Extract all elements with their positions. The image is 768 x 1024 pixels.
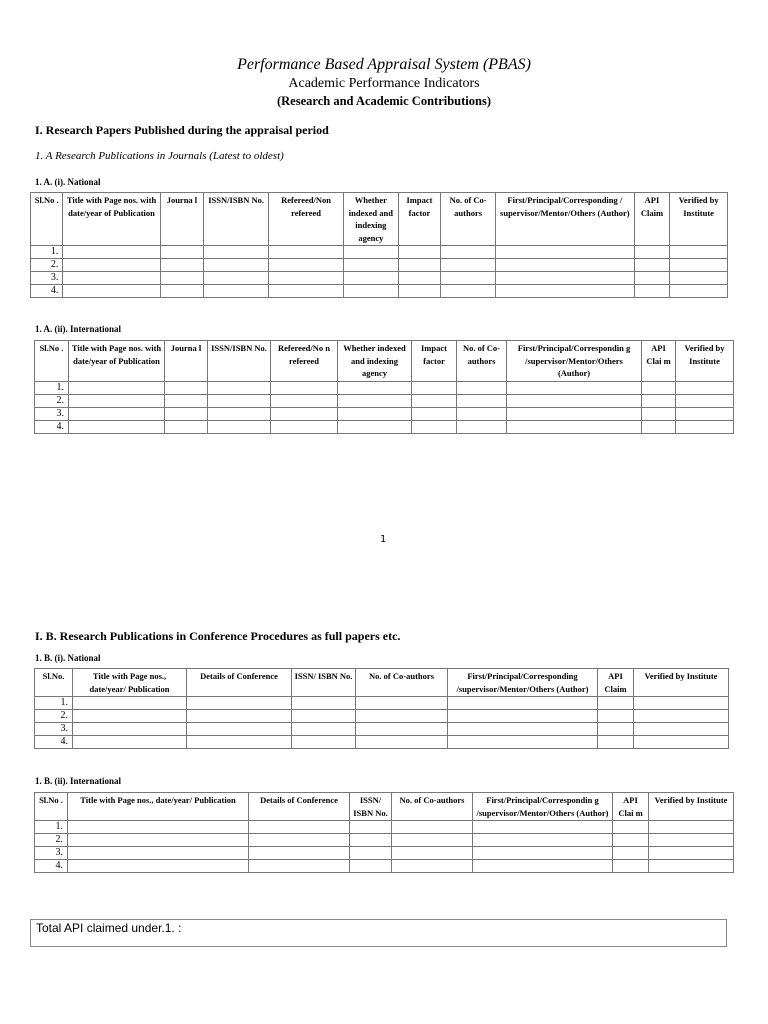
table-cell[interactable] bbox=[642, 381, 676, 394]
table-row bbox=[31, 246, 728, 259]
table-cell[interactable] bbox=[649, 821, 734, 834]
table-cell[interactable] bbox=[269, 246, 344, 259]
table-cell[interactable] bbox=[249, 847, 350, 860]
table-cell[interactable] bbox=[269, 259, 344, 272]
table-cell[interactable] bbox=[613, 821, 649, 834]
column-header: No. of Co-authors bbox=[356, 669, 448, 697]
table-cell[interactable] bbox=[292, 710, 356, 723]
column-header: Sl.No. bbox=[35, 669, 73, 697]
table-cell[interactable] bbox=[473, 860, 613, 873]
column-header: Details of Conference bbox=[187, 669, 292, 697]
table-cell[interactable] bbox=[344, 259, 399, 272]
row-number: 3. bbox=[35, 723, 73, 736]
page-number: 1 bbox=[380, 534, 387, 545]
table-cell[interactable] bbox=[356, 723, 448, 736]
table-cell[interactable] bbox=[344, 285, 399, 298]
table-cell[interactable] bbox=[676, 394, 734, 407]
table-cell[interactable] bbox=[495, 259, 634, 272]
table-cell[interactable] bbox=[356, 697, 448, 710]
table-cell[interactable] bbox=[676, 420, 734, 433]
table-cell[interactable] bbox=[338, 381, 412, 394]
table-row bbox=[35, 847, 734, 860]
table-cell[interactable] bbox=[495, 246, 634, 259]
table-row bbox=[35, 736, 729, 749]
table-cell[interactable] bbox=[457, 394, 507, 407]
table-cell[interactable] bbox=[507, 394, 642, 407]
table-cell[interactable] bbox=[507, 407, 642, 420]
column-header: First/Principal/Corresponding /supervisor/Mentor/Others (Author) bbox=[448, 669, 598, 697]
column-header: Refereed/No n refereed bbox=[271, 341, 338, 382]
table-cell[interactable] bbox=[457, 407, 507, 420]
table-cell[interactable] bbox=[412, 420, 457, 433]
table-cell[interactable] bbox=[292, 697, 356, 710]
table-cell[interactable] bbox=[441, 272, 496, 285]
table-cell[interactable] bbox=[160, 272, 204, 285]
table-cell[interactable] bbox=[63, 285, 160, 298]
row-number: 2. bbox=[31, 259, 63, 272]
table-cell[interactable] bbox=[507, 381, 642, 394]
table-cell[interactable] bbox=[69, 420, 165, 433]
column-header: Sl.No . bbox=[35, 793, 68, 821]
table-cell[interactable] bbox=[338, 420, 412, 433]
column-header: Verified by Institute bbox=[676, 341, 734, 382]
table-international-journals bbox=[34, 340, 734, 434]
table-row bbox=[35, 860, 734, 873]
table-cell[interactable] bbox=[344, 272, 399, 285]
table-cell[interactable] bbox=[249, 834, 350, 847]
table-national-conferences bbox=[34, 668, 729, 749]
table-cell[interactable] bbox=[676, 381, 734, 394]
column-header: No. of Co-authors bbox=[457, 341, 507, 382]
column-header: Title with Page nos. with date/year of Publication bbox=[69, 341, 165, 382]
table-cell[interactable] bbox=[68, 834, 249, 847]
total-api-label: Total API claimed under.1. : bbox=[36, 921, 182, 935]
table-cell[interactable] bbox=[73, 710, 187, 723]
table-cell[interactable] bbox=[344, 246, 399, 259]
table-cell[interactable] bbox=[457, 420, 507, 433]
column-header: Verified by Institute bbox=[649, 793, 734, 821]
table-cell[interactable] bbox=[613, 860, 649, 873]
row-number: 1. bbox=[35, 821, 68, 834]
column-header: Title with Page nos., date/year/ Publication bbox=[73, 669, 187, 697]
table-cell[interactable] bbox=[208, 381, 271, 394]
table-row bbox=[35, 407, 734, 420]
table-cell[interactable] bbox=[642, 420, 676, 433]
table-row bbox=[35, 821, 734, 834]
table-header-row bbox=[31, 193, 728, 246]
table-cell[interactable] bbox=[598, 697, 634, 710]
table-cell[interactable] bbox=[634, 723, 729, 736]
column-header: Details of Conference bbox=[249, 793, 350, 821]
table-cell[interactable] bbox=[495, 285, 634, 298]
column-header: No. of Co-authors bbox=[392, 793, 473, 821]
table-cell[interactable] bbox=[598, 710, 634, 723]
column-header: API Clai m bbox=[642, 341, 676, 382]
table-cell[interactable] bbox=[412, 407, 457, 420]
column-header: Title with Page nos., date/year/ Publication bbox=[68, 793, 249, 821]
table-cell[interactable] bbox=[634, 272, 669, 285]
table-cell[interactable] bbox=[63, 272, 160, 285]
table-row bbox=[35, 723, 729, 736]
table-cell[interactable] bbox=[398, 246, 441, 259]
page-title: Performance Based Appraisal System (PBAS) bbox=[237, 56, 531, 73]
table-cell[interactable] bbox=[634, 697, 729, 710]
table-cell[interactable] bbox=[392, 834, 473, 847]
table-row bbox=[35, 394, 734, 407]
table-cell[interactable] bbox=[507, 420, 642, 433]
table-cell[interactable] bbox=[392, 847, 473, 860]
table-cell[interactable] bbox=[68, 821, 249, 834]
column-header: Journa l bbox=[165, 341, 208, 382]
table-cell[interactable] bbox=[187, 697, 292, 710]
table-cell[interactable] bbox=[187, 736, 292, 749]
column-header: Whether indexed and indexing agency bbox=[338, 341, 412, 382]
page-subtitle-2: (Research and Academic Contributions) bbox=[276, 94, 491, 108]
table-cell[interactable] bbox=[204, 272, 269, 285]
table-cell[interactable] bbox=[165, 407, 208, 420]
row-number: 2. bbox=[35, 710, 73, 723]
table-cell[interactable] bbox=[271, 407, 338, 420]
row-number: 1. bbox=[35, 697, 73, 710]
table-cell[interactable] bbox=[204, 285, 269, 298]
table-cell[interactable] bbox=[495, 272, 634, 285]
table-cell[interactable] bbox=[448, 697, 598, 710]
column-header: API Clai m bbox=[613, 793, 649, 821]
table-cell[interactable] bbox=[63, 246, 160, 259]
table-cell[interactable] bbox=[356, 710, 448, 723]
row-number: 4. bbox=[35, 860, 68, 873]
table-cell[interactable] bbox=[398, 259, 441, 272]
table-cell[interactable] bbox=[187, 710, 292, 723]
row-number: 4. bbox=[31, 285, 63, 298]
column-header: Impact factor bbox=[398, 193, 441, 246]
table-cell[interactable] bbox=[69, 381, 165, 394]
table-cell[interactable] bbox=[165, 381, 208, 394]
column-header: No. of Co-authors bbox=[441, 193, 496, 246]
table-cell[interactable] bbox=[269, 285, 344, 298]
table-row bbox=[31, 259, 728, 272]
table-cell[interactable] bbox=[249, 821, 350, 834]
column-header: Verified by Institute bbox=[634, 669, 729, 697]
table-cell[interactable] bbox=[634, 285, 669, 298]
row-number: 4. bbox=[35, 420, 69, 433]
table-national-journals bbox=[30, 192, 728, 298]
table-cell[interactable] bbox=[69, 394, 165, 407]
table-cell[interactable] bbox=[204, 259, 269, 272]
table-cell[interactable] bbox=[73, 736, 187, 749]
table-cell[interactable] bbox=[441, 259, 496, 272]
table-cell[interactable] bbox=[634, 710, 729, 723]
table-cell[interactable] bbox=[398, 272, 441, 285]
column-header: Whether indexed and indexing agency bbox=[344, 193, 399, 246]
section-1-heading: I. Research Papers Published during the appraisal period bbox=[35, 123, 329, 137]
table-cell[interactable] bbox=[649, 860, 734, 873]
table-cell[interactable] bbox=[338, 407, 412, 420]
table-row bbox=[31, 285, 728, 298]
column-header: ISSN/ ISBN No. bbox=[350, 793, 392, 821]
table-row bbox=[31, 272, 728, 285]
row-number: 2. bbox=[35, 394, 69, 407]
table-cell[interactable] bbox=[350, 860, 392, 873]
table-cell[interactable] bbox=[670, 272, 728, 285]
table-cell[interactable] bbox=[634, 246, 669, 259]
table-cell[interactable] bbox=[392, 860, 473, 873]
table-cell[interactable] bbox=[441, 246, 496, 259]
table-cell[interactable] bbox=[271, 381, 338, 394]
column-header: Verified by Institute bbox=[670, 193, 728, 246]
table-cell[interactable] bbox=[613, 847, 649, 860]
table-cell[interactable] bbox=[473, 821, 613, 834]
table-cell[interactable] bbox=[292, 723, 356, 736]
table-cell[interactable] bbox=[598, 736, 634, 749]
section-1a-subheading: 1. A Research Publications in Journals (Latest to oldest) bbox=[35, 150, 284, 162]
table-b2-label: 1. B. (ii). International bbox=[35, 776, 122, 786]
table-cell[interactable] bbox=[448, 710, 598, 723]
table-cell[interactable] bbox=[649, 834, 734, 847]
table-cell[interactable] bbox=[670, 246, 728, 259]
column-header: First/Principal/Correspondin g /supervisor/Mentor/Others (Author) bbox=[473, 793, 613, 821]
column-header: First/Principal/Correspondin g /supervisor/Mentor/Others (Author) bbox=[507, 341, 642, 382]
table-cell[interactable] bbox=[160, 259, 204, 272]
table-cell[interactable] bbox=[634, 259, 669, 272]
table-cell[interactable] bbox=[160, 285, 204, 298]
page-subtitle: Academic Performance Indicators bbox=[288, 76, 480, 91]
row-number: 2. bbox=[35, 834, 68, 847]
column-header: Sl.No . bbox=[35, 341, 69, 382]
table-cell[interactable] bbox=[68, 860, 249, 873]
table-cell[interactable] bbox=[292, 736, 356, 749]
table-cell[interactable] bbox=[165, 420, 208, 433]
table-row bbox=[35, 420, 734, 433]
section-1b-heading: I. B. Research Publications in Conference Procedures as full papers etc. bbox=[35, 629, 401, 643]
row-number: 1. bbox=[31, 246, 63, 259]
table-cell[interactable] bbox=[73, 697, 187, 710]
table-cell[interactable] bbox=[649, 847, 734, 860]
table-cell[interactable] bbox=[356, 736, 448, 749]
column-header: ISSN/ ISBN No. bbox=[292, 669, 356, 697]
table-cell[interactable] bbox=[271, 394, 338, 407]
table-header-row bbox=[35, 793, 734, 821]
column-header: Sl.No . bbox=[31, 193, 63, 246]
column-header: First/Principal/Corresponding / supervisor/Mentor/Others (Author) bbox=[495, 193, 634, 246]
row-number: 4. bbox=[35, 736, 73, 749]
column-header: API Claim bbox=[598, 669, 634, 697]
table-cell[interactable] bbox=[412, 394, 457, 407]
row-number: 3. bbox=[31, 272, 63, 285]
table-row bbox=[35, 381, 734, 394]
table-cell[interactable] bbox=[350, 834, 392, 847]
table-cell[interactable] bbox=[350, 821, 392, 834]
table-cell[interactable] bbox=[676, 407, 734, 420]
table-cell[interactable] bbox=[208, 420, 271, 433]
table-international-conferences bbox=[34, 792, 734, 873]
table-cell[interactable] bbox=[69, 407, 165, 420]
table-header-row bbox=[35, 341, 734, 382]
table-cell[interactable] bbox=[392, 821, 473, 834]
table-row bbox=[35, 697, 729, 710]
table-b1-label: 1. B. (i). National bbox=[35, 653, 101, 663]
table-header-row bbox=[35, 669, 729, 697]
column-header: Impact factor bbox=[412, 341, 457, 382]
table-cell[interactable] bbox=[412, 381, 457, 394]
table-cell[interactable] bbox=[448, 723, 598, 736]
column-header: ISSN/ISBN No. bbox=[204, 193, 269, 246]
table-cell[interactable] bbox=[441, 285, 496, 298]
table-cell[interactable] bbox=[68, 847, 249, 860]
table-cell[interactable] bbox=[63, 259, 160, 272]
table-cell[interactable] bbox=[160, 246, 204, 259]
table-row bbox=[35, 834, 734, 847]
column-header: API Claim bbox=[634, 193, 669, 246]
table-cell[interactable] bbox=[208, 394, 271, 407]
total-api-field[interactable] bbox=[30, 919, 727, 947]
table-a1-label: 1. A. (i). National bbox=[35, 177, 101, 187]
table-cell[interactable] bbox=[338, 394, 412, 407]
table-cell[interactable] bbox=[634, 736, 729, 749]
table-cell[interactable] bbox=[165, 394, 208, 407]
column-header: ISSN/ISBN No. bbox=[208, 341, 271, 382]
table-cell[interactable] bbox=[249, 860, 350, 873]
column-header: Journa l bbox=[160, 193, 204, 246]
table-cell[interactable] bbox=[448, 736, 598, 749]
table-cell[interactable] bbox=[473, 847, 613, 860]
table-row bbox=[35, 710, 729, 723]
table-a2-label: 1. A. (ii). International bbox=[35, 324, 122, 334]
table-cell[interactable] bbox=[457, 381, 507, 394]
table-cell[interactable] bbox=[642, 394, 676, 407]
row-number: 1. bbox=[35, 381, 69, 394]
column-header: Refereed/Non refereed bbox=[269, 193, 344, 246]
table-cell[interactable] bbox=[269, 272, 344, 285]
table-cell[interactable] bbox=[204, 246, 269, 259]
row-number: 3. bbox=[35, 407, 69, 420]
row-number: 3. bbox=[35, 847, 68, 860]
table-cell[interactable] bbox=[73, 723, 187, 736]
table-cell[interactable] bbox=[642, 407, 676, 420]
table-cell[interactable] bbox=[598, 723, 634, 736]
table-cell[interactable] bbox=[187, 723, 292, 736]
table-cell[interactable] bbox=[350, 847, 392, 860]
table-cell[interactable] bbox=[398, 285, 441, 298]
table-cell[interactable] bbox=[670, 285, 728, 298]
table-cell[interactable] bbox=[613, 834, 649, 847]
table-cell[interactable] bbox=[473, 834, 613, 847]
column-header: Title with Page nos. with date/year of Publication bbox=[63, 193, 160, 246]
table-cell[interactable] bbox=[670, 259, 728, 272]
table-cell[interactable] bbox=[208, 407, 271, 420]
table-cell[interactable] bbox=[271, 420, 338, 433]
